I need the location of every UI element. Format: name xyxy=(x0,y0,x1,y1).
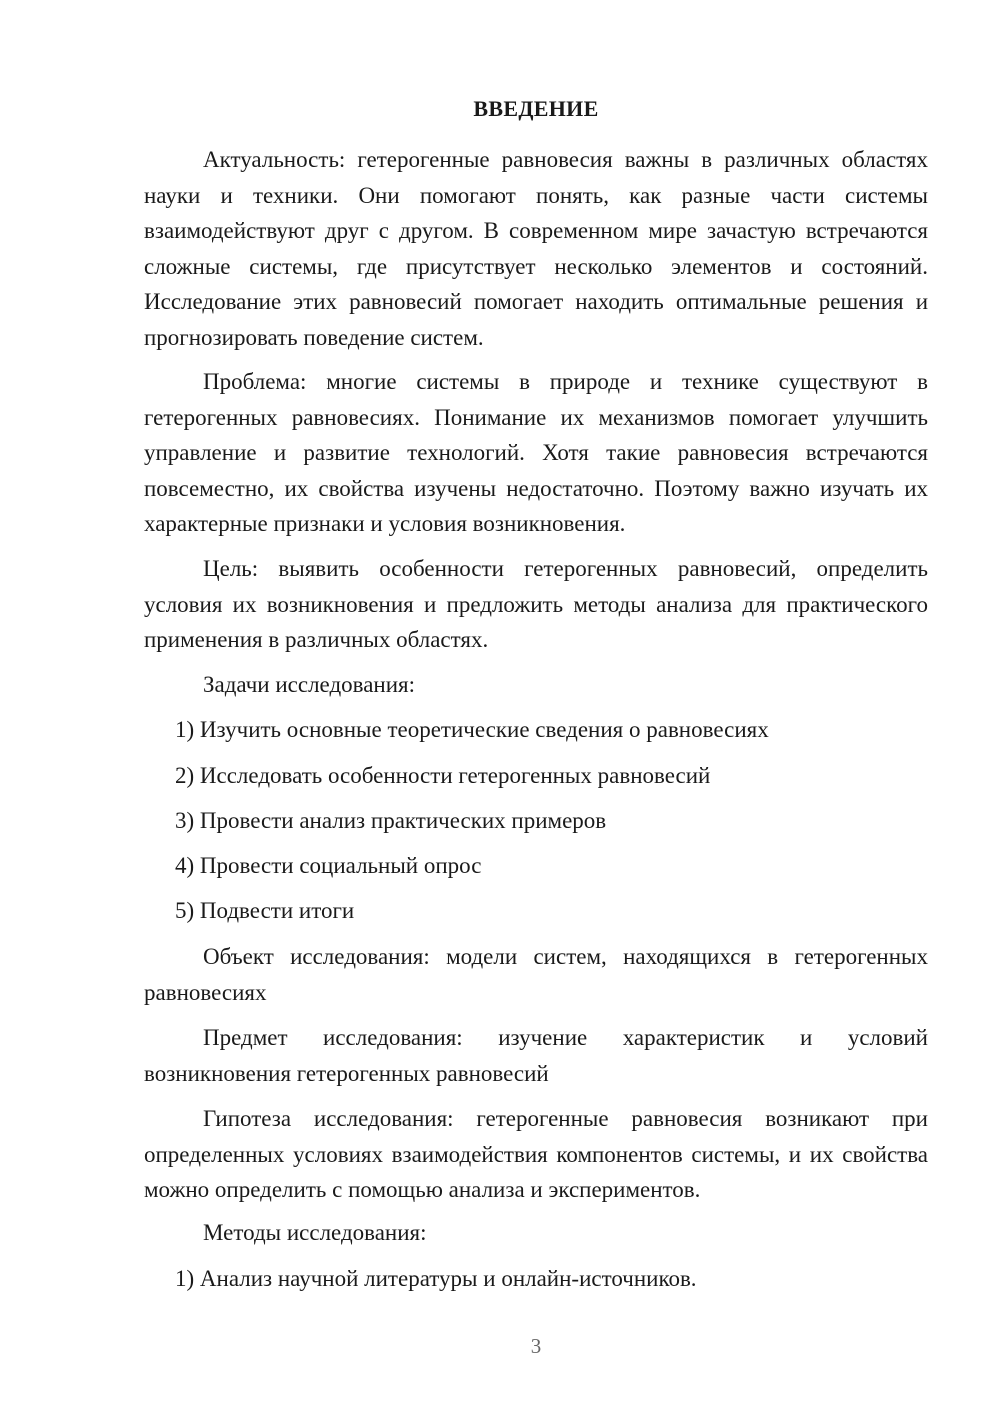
method-item: 1) Анализ научной литературы и онлайн-источников. xyxy=(175,1266,697,1291)
hypothesis-paragraph-block xyxy=(144,1101,928,1208)
hypothesis-paragraph: Гипотеза исследования: гетерогенные равновесия возникают при определенных условиях взаимодействия компонентов системы, и их свойства можно определить с помощью анализа и экспериментов. xyxy=(144,1106,928,1202)
task-item: 1) Изучить основные теоретические сведения о равновесиях xyxy=(175,717,769,742)
relevance-paragraph-block xyxy=(144,142,928,355)
goal-paragraph: Цель: выявить особенности гетерогенных равновесий, определить условия их возникновения и предложить методы анализа для практического применения в различных областях. xyxy=(144,556,928,652)
tasks-title: Задачи исследования: xyxy=(203,672,416,697)
object-paragraph-block xyxy=(144,939,928,1010)
task-item: 5) Подвести итоги xyxy=(175,898,355,923)
goal-paragraph-block xyxy=(144,551,928,658)
methods-title: Методы исследования: xyxy=(203,1220,427,1245)
problem-paragraph: Проблема: многие системы в природе и технике существуют в гетерогенных равновесиях. Понимание их механизмов помогает улучшить управление и развитие технологий. Хотя такие равновесия встречаются повсеместно, их свойства изучены недостаточно. Поэтому важно изучать их характерные признаки и условия возникновения. xyxy=(144,369,928,536)
task-item: 2) Исследовать особенности гетерогенных равновесий xyxy=(175,763,711,788)
relevance-paragraph: Актуальность: гетерогенные равновесия важны в различных областях науки и техники. Они помогают понять, как разные части системы взаимодействуют друг с другом. В современном мире зачастую встречаются сложные системы, где присутствует несколько элементов и состояний. Исследование этих равновесий помогает находить оптимальные решения и прогнозировать поведение систем. xyxy=(144,147,928,350)
task-item: 3) Провести анализ практических примеров xyxy=(175,808,607,833)
problem-paragraph-block xyxy=(144,364,928,542)
subject-paragraph-block xyxy=(144,1020,928,1091)
task-item: 4) Провести социальный опрос xyxy=(175,853,482,878)
section-heading: ВВЕДЕНИЕ xyxy=(473,96,599,121)
subject-paragraph: Предмет исследования: изучение характеристик и условий возникновения гетерогенных равновесий xyxy=(144,1025,928,1086)
object-paragraph: Объект исследования: модели систем, находящихся в гетерогенных равновесиях xyxy=(144,944,928,1005)
page-number: 3 xyxy=(530,1334,542,1358)
